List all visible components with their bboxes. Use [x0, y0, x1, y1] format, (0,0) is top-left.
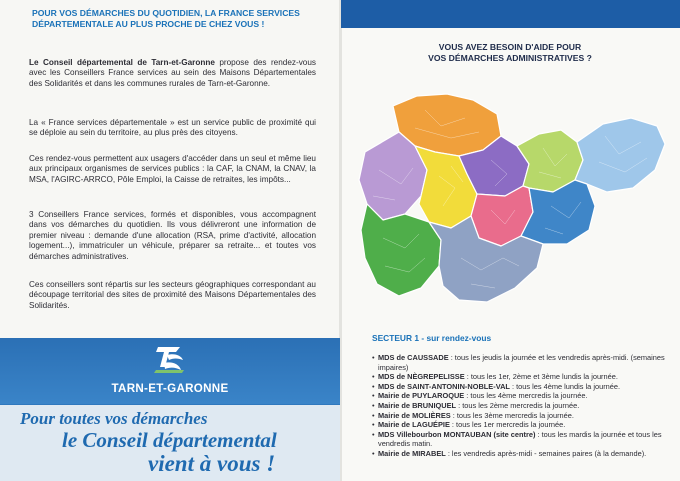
paragraph-service: La « France services départementale » est un service public de proximité qui se déploie au sein du territoire, au plus près des citoyens.: [29, 118, 316, 138]
department-logo-icon: [150, 343, 190, 379]
headline-line-1: POUR VOS DÉMARCHES DU QUOTIDIEN, LA FRANCE SERVICES: [32, 8, 300, 18]
list-item-detail: : tous les 1er, 2ème et 3ème lundis la journée.: [464, 372, 618, 382]
list-item-detail: : tous les 4ème mercredis la journée.: [464, 391, 588, 401]
list-item-detail: : tous les 2ème mercredis la journée.: [456, 400, 580, 410]
list-item: [372, 420, 674, 430]
list-item-place: Mairie de BRUNIQUEL: [378, 400, 457, 410]
sector-title: SECTEUR 1 - sur rendez-vous: [372, 333, 492, 343]
list-item-detail: : les vendredis après-midi - semaines paires (à la demande).: [445, 448, 647, 458]
paragraph-intro: [29, 58, 316, 89]
list-item-detail: : tous les 3ème mercredis la journée.: [450, 410, 574, 420]
map-title-line-2: VOS DÉMARCHES ADMINISTRATIVES ?: [428, 53, 592, 63]
map-title: [360, 42, 660, 64]
list-item: [372, 372, 674, 382]
list-item-detail: : tous les mardis la journée et tous les vendredis matin.: [378, 429, 662, 449]
list-item-place: Mairie de MOLIÈRES: [378, 410, 451, 420]
slogan-line-1: Pour toutes vos démarches: [20, 409, 208, 428]
list-item-place: MDS de NÈGREPELISSE: [378, 372, 465, 382]
list-item-place: Mairie de MIRABEL: [378, 448, 446, 458]
map-title-line-1: VOUS AVEZ BESOIN D'AIDE POUR: [438, 42, 582, 52]
department-name: TARN-ET-GARONNE: [111, 382, 229, 395]
paragraph-organismes: Ces rendez-vous permettent aux usagers d'accéder dans un seul et même lieu aux principaux organismes de services publics : la CAF, la CNAM, la CNAV, la MSA, l'AGIRC-ARRCO, Pôle Emploi, la Caisse de retraites, les impôts...: [29, 154, 316, 184]
list-item-place: MDS Villebourbon MONTAUBAN (site centre): [378, 429, 536, 439]
map-zone-far-east: [575, 118, 665, 192]
list-item-place: MDS de CAUSSADE: [378, 353, 449, 362]
list-item-place: Mairie de LAGUÉPIE: [378, 420, 450, 430]
sector-list: [372, 353, 674, 459]
list-item: [372, 411, 674, 421]
slogan-line-2: le Conseil départemental: [62, 428, 277, 452]
list-item-place: Mairie de PUYLAROQUE: [378, 391, 465, 401]
paragraph-secteurs: Ces conseillers sont répartis sur les secteurs géographiques correspondant au découpage territorial des sites de proximité des Maisons Départementales des Solidarités.: [29, 280, 316, 310]
list-item: [372, 353, 674, 372]
list-item: [372, 449, 674, 459]
list-item: [372, 401, 674, 411]
list-item: [372, 430, 674, 449]
top-color-bar: [341, 0, 680, 28]
list-item-place: MDS de SAINT-ANTONIN-NOBLE-VAL: [378, 381, 510, 391]
list-item-detail: : tous les 4ème lundis la journée.: [509, 381, 621, 391]
department-map: [355, 88, 675, 318]
headline: [32, 8, 312, 30]
paragraph-intro-bold: Le Conseil départemental de Tarn-et-Garonne: [29, 58, 215, 67]
slogan-line-3: vient à vous !: [148, 451, 276, 476]
list-item: [372, 382, 674, 392]
list-item-detail: : tous les jeudis la journée et les vendredis après-midi. (semaines impaires): [378, 353, 665, 372]
list-item-detail: : tous les 1er mercredis la journée.: [449, 420, 566, 430]
list-item: [372, 391, 674, 401]
paragraph-intro-rest: propose des rendez-vous avec les Conseillers France services au sein des Maisons Départementales des Solidarités et dans les communes rurales de Tarn-et-Garonne.: [29, 58, 317, 88]
paragraph-conseillers: 3 Conseillers France services, formés et disponibles, vous accompagnent dans vos démarches du quotidien. Ils vous délivreront une information de premier niveau : demande d'une allocation (RSA, prime d'activité, allocation logement...), immatriculer un véhicule, préparer sa retraite... et toutes vos démarches administratives.: [29, 210, 316, 261]
headline-line-2: DÉPARTEMENTALE AU PLUS PROCHE DE CHEZ VOUS !: [32, 19, 265, 29]
